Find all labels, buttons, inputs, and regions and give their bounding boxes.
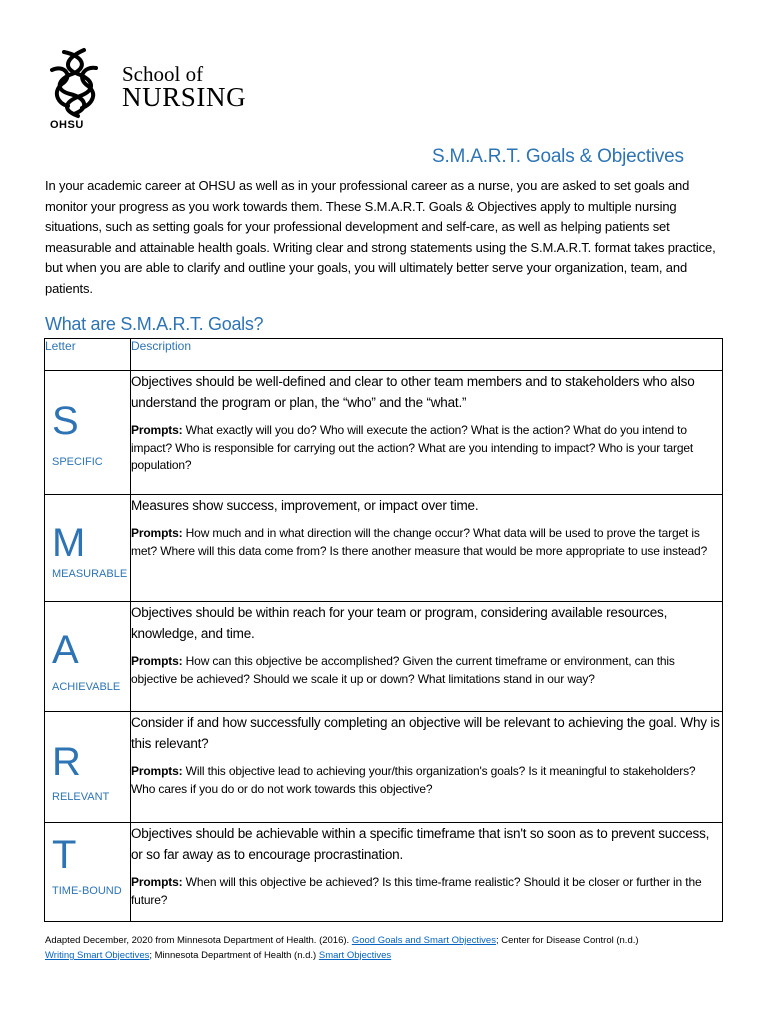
prompt-label: Prompts: [131,875,183,889]
logo-school-of-text: School of [122,62,204,86]
smart-goals-table [44,338,723,922]
row-main-text: Objectives should be achievable within a specific timeframe that isn't so soon as to prevent success, or so far away as to encourage procrastination. [131,826,710,862]
letter-cell [45,495,131,602]
row-prompt-text [131,422,722,475]
row-main-text: Objectives should be within reach for your team or program, considering available resources, knowledge, and time. [131,605,668,641]
footer-text: ; Center for Disease Control (n.d.) [495,935,639,946]
word-achievable: ACHIEVABLE [52,681,121,693]
prompt-body: How can this objective be accomplished? Given the current timeframe or environment, can this objective be achieved? Should we scale it up or down? What limitations stand in our way? [131,654,675,686]
description-cell [131,712,723,823]
footer-text: Adapted December, 2020 from Minnesota Department of Health. (2016). [45,935,352,946]
header-description: Description [131,339,723,371]
row-main-text: Measures show success, improvement, or impact over time. [131,498,479,513]
footer-text: ; Minnesota Department of Health (n.d.) [149,950,319,961]
footer-link-good-goals[interactable]: Good Goals and Smart Objectives [351,935,496,946]
word-relevant: RELEVANT [52,791,110,803]
table-header-row [45,339,723,371]
row-main-text: Objectives should be well-defined and clear to other team members and to stakeholders who also understand the program or plan, the “who” and the “what.” [131,374,695,410]
description-cell [131,495,723,602]
row-main-text: Consider if and how successfully completing an objective will be relevant to achieving the goal. Why is this relevant? [131,715,720,751]
footer-link-smart-objectives[interactable]: Smart Objectives [318,950,392,961]
footer-link-writing-smart-objectives[interactable]: Writing Smart Objectives [45,950,150,961]
prompt-label: Prompts: [131,654,183,668]
letter-cell [45,823,131,922]
letter-cell [45,712,131,823]
letter-a: A [52,628,79,672]
prompt-body: What exactly will you do? Who will execute the action? What is the action? What do you intend to impact? Who is responsible for carrying out the action? What are you intending to impact? Who is your target population? [131,423,694,472]
prompt-label: Prompts: [131,764,183,778]
table-row-specific [45,371,723,495]
letter-cell [45,602,131,712]
word-measurable: MEASURABLE [52,568,128,580]
table-row-time-bound [45,823,723,922]
prompt-body: How much and in what direction will the change occur? What data will be used to prove the target is met? Where will this data come from? Is there another measure that would be more appropriate to use instead? [131,526,708,558]
description-cell [131,602,723,712]
prompt-label: Prompts: [131,526,183,540]
footer-citation [45,933,735,963]
description-cell [131,823,723,922]
description-cell [131,371,723,495]
letter-r: R [52,740,81,784]
row-prompt-text [131,653,722,688]
logo-ohsu-text: OHSU [50,119,84,131]
letter-s: S [52,399,79,443]
logo-nursing-text: NURSING [122,82,247,112]
document-title: S.M.A.R.T. Goals & Objectives [432,146,684,167]
table-row-measurable [45,495,723,602]
letter-t: T [52,833,77,877]
word-specific: SPECIFIC [52,456,103,468]
ohsu-swirl-logo-icon [44,46,104,120]
row-prompt-text [131,763,722,798]
row-prompt-text [131,525,722,560]
table-row-relevant [45,712,723,823]
intro-paragraph: In your academic career at OHSU as well as in your professional career as a nurse, you are asked to set goals and monitor your progress as you work towards them. These S.M.A.R.T. Goals & Objectives apply to multiple nursing situations, such as setting goals for your professional development and self-care, as well as helping patients set measurable and attainable health goals. Writing clear and strong statements using the S.M.A.R.T. format takes practice, but when you are able to clarify and outline your goals, you will ultimately better serve your organization, team, and patients. [45,178,716,296]
header-letter: Letter [45,339,131,371]
section-title: What are S.M.A.R.T. Goals? [45,314,264,334]
letter-m: M [52,521,86,565]
row-prompt-text [131,874,722,909]
word-time-bound: TIME-BOUND [52,885,122,897]
prompt-body: When will this objective be achieved? Is this time-frame realistic? Should it be closer or further in the future? [131,875,702,907]
prompt-body: Will this objective lead to achieving your/this organization's goals? Is it meaningful to stakeholders? Who cares if you do or do not work towards this objective? [131,764,696,796]
table-row-achievable [45,602,723,712]
ohsu-logo [44,46,284,136]
prompt-label: Prompts: [131,423,183,437]
letter-cell [45,371,131,495]
